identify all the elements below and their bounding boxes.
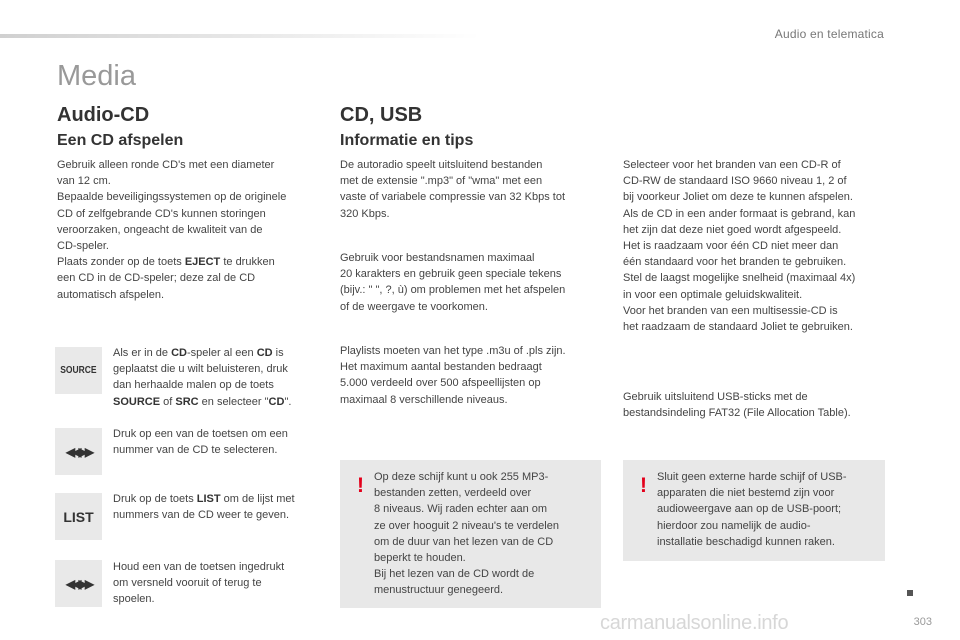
instruction-line: Druk op de toets LIST om de lijst met xyxy=(113,493,295,505)
source-instruction xyxy=(113,345,328,410)
paragraph-line: Het is raadzaam voor één CD niet meer dan xyxy=(623,240,839,253)
filename-paragraph xyxy=(340,250,610,315)
paragraph-line: 20 karakters en gebruik geen speciale tekens xyxy=(340,268,562,281)
paragraph-line: veroorzaken, ongeacht de kwaliteit van de xyxy=(57,223,263,236)
paragraph-line: een CD in de CD-speler; deze zal de CD xyxy=(57,272,256,285)
paragraph-line: Bepaalde beveiligingssystemen op de originele xyxy=(57,191,287,204)
file-format-paragraph xyxy=(340,157,610,222)
list-button-label: LIST xyxy=(63,508,94,525)
header-rule xyxy=(0,34,480,38)
source-button-icon xyxy=(55,347,102,394)
paragraph-line: bestandsindeling FAT32 (File Allocation Table). xyxy=(623,407,851,420)
instruction-line: geplaatst die u wilt beluisteren, druk xyxy=(113,363,288,376)
note-line: Sluit geen externe harde schijf of USB- xyxy=(657,471,847,483)
playlist-paragraph xyxy=(340,343,610,408)
paragraph-line: Het maximum aantal bestanden bedraagt xyxy=(340,361,542,374)
seek-buttons-icon xyxy=(55,560,102,607)
paragraph-line: van 12 cm. xyxy=(57,175,111,188)
paragraph-line: De autoradio speelt uitsluitend bestanden xyxy=(340,159,543,171)
paragraph-line: automatisch afspelen. xyxy=(57,288,165,301)
note-mp3-text xyxy=(374,469,596,599)
paragraph-line: maximaal 8 verschillende niveaus. xyxy=(340,393,508,406)
subheading-info-tips: Informatie en tips xyxy=(340,132,474,149)
paragraph-line: CD of zelfgebrande CD's kunnen storingen xyxy=(57,207,266,220)
instruction-line: Druk op een van de toetsen om een xyxy=(113,428,288,440)
page-title: Media xyxy=(57,60,136,92)
note-box-usb xyxy=(623,460,885,561)
paragraph-line: 5.000 verdeeld over 500 afspeellijsten op xyxy=(340,377,541,390)
paragraph-line: één standaard voor het branden te gebruiken. xyxy=(623,256,847,269)
paragraph-line: het zijn dat deze niet goed wordt afgespeeld. xyxy=(623,223,842,236)
warning-icon: ! xyxy=(640,474,647,497)
paragraph-line: het raadzaam de standaard Joliet te gebruiken. xyxy=(623,321,853,334)
note-line: om de duur van het lezen van de CD xyxy=(374,535,554,548)
instruction-line: nummer van de CD te selecteren. xyxy=(113,444,278,457)
source-button-label: SOURCE xyxy=(60,365,97,376)
paragraph-line: Stel de laagst mogelijke snelheid (maximaal 4x) xyxy=(623,272,856,285)
note-line: Op deze schijf kunt u ook 255 MP3- xyxy=(374,471,549,483)
note-line: apparaten die niet bestemd zijn voor xyxy=(657,487,835,500)
paragraph-line: Voor het branden van een multisessie-CD is xyxy=(623,304,838,317)
paragraph-line: of de weergave te voorkomen. xyxy=(340,300,488,313)
usb-format-paragraph xyxy=(623,389,898,421)
paragraph-line: bij voorkeur Joliet om deze te kunnen afspelen. xyxy=(623,191,853,204)
paragraph-line: Playlists moeten van het type .m3u of .pls zijn. xyxy=(340,345,566,357)
instruction-line: Als er in de CD-speler al een CD is xyxy=(113,347,284,359)
instruction-line: om versneld vooruit of terug te xyxy=(113,577,262,590)
note-line: audioweergave aan op de USB-poort; xyxy=(657,503,842,516)
paragraph-line: Selecteer voor het branden van een CD-R of xyxy=(623,159,841,171)
paragraph-line: vaste of variabele compressie van 32 Kbps tot xyxy=(340,191,566,204)
heading-audio-cd: Audio-CD xyxy=(57,104,150,126)
note-line: bestanden zetten, verdeeld over xyxy=(374,487,532,500)
paragraph-line: (bijv.: " ", ?, ù) om problemen met het afspelen xyxy=(340,284,566,297)
note-usb-text xyxy=(657,469,881,550)
note-box-mp3 xyxy=(340,460,601,608)
paragraph-line: Plaats zonder op de toets EJECT te drukken xyxy=(57,256,275,269)
list-button-icon xyxy=(55,493,102,540)
instruction-line: SOURCE of SRC en selecteer "CD". xyxy=(113,395,292,408)
instruction-line: dan herhaalde malen op de toets xyxy=(113,379,274,392)
paragraph-line: Gebruik uitsluitend USB-sticks met de xyxy=(623,391,808,403)
note-line: hierdoor zou namelijk de audio- xyxy=(657,519,811,532)
seek-buttons-label: ◀◀ ▶▶ xyxy=(65,576,92,591)
note-line: 8 niveaus. Wij raden echter aan om xyxy=(374,503,548,516)
note-line: menustructuur genegeerd. xyxy=(374,584,504,597)
paragraph-line: in voor een optimale geluidskwaliteit. xyxy=(623,288,803,301)
paragraph-line: Gebruik voor bestandsnamen maximaal xyxy=(340,252,535,264)
fast-forward-instruction xyxy=(113,559,328,608)
end-of-section-marker xyxy=(907,590,913,596)
paragraph-line: 320 Kbps. xyxy=(340,207,390,220)
paragraph-line: Gebruik alleen ronde CD's met een diameter xyxy=(57,159,275,171)
cd-intro-paragraph xyxy=(57,157,327,303)
seek-buttons-icon xyxy=(55,428,102,475)
list-instruction xyxy=(113,491,328,523)
section-header: Audio en telematica xyxy=(774,27,884,41)
paragraph-line: Als de CD in een ander formaat is gebrand, kan xyxy=(623,207,856,220)
paragraph-line: CD-speler. xyxy=(57,240,109,253)
burning-paragraph xyxy=(623,157,898,335)
instruction-line: nummers van de CD weer te geven. xyxy=(113,509,290,522)
note-line: beperkt te houden. xyxy=(374,552,466,565)
instruction-line: Houd een van de toetsen ingedrukt xyxy=(113,561,285,573)
page-number: 303 xyxy=(913,616,932,628)
paragraph-line: met de extensie ".mp3" of "wma" met een xyxy=(340,175,543,188)
note-line: ze over hooguit 2 niveau's te verdelen xyxy=(374,519,559,532)
instruction-line: spoelen. xyxy=(113,593,155,606)
note-line: Bij het lezen van de CD wordt de xyxy=(374,568,535,581)
warning-icon: ! xyxy=(357,474,364,497)
watermark: carmanualsonline.info xyxy=(600,612,789,634)
seek-select-instruction xyxy=(113,426,328,458)
note-line: installatie beschadigd kunnen raken. xyxy=(657,535,835,548)
seek-buttons-label: ◀◀ ▶▶ xyxy=(65,444,92,459)
heading-cd-usb: CD, USB xyxy=(340,104,423,126)
subheading-cd-playing: Een CD afspelen xyxy=(57,132,184,149)
paragraph-line: CD-RW de standaard ISO 9660 niveau 1, 2 of xyxy=(623,175,847,188)
